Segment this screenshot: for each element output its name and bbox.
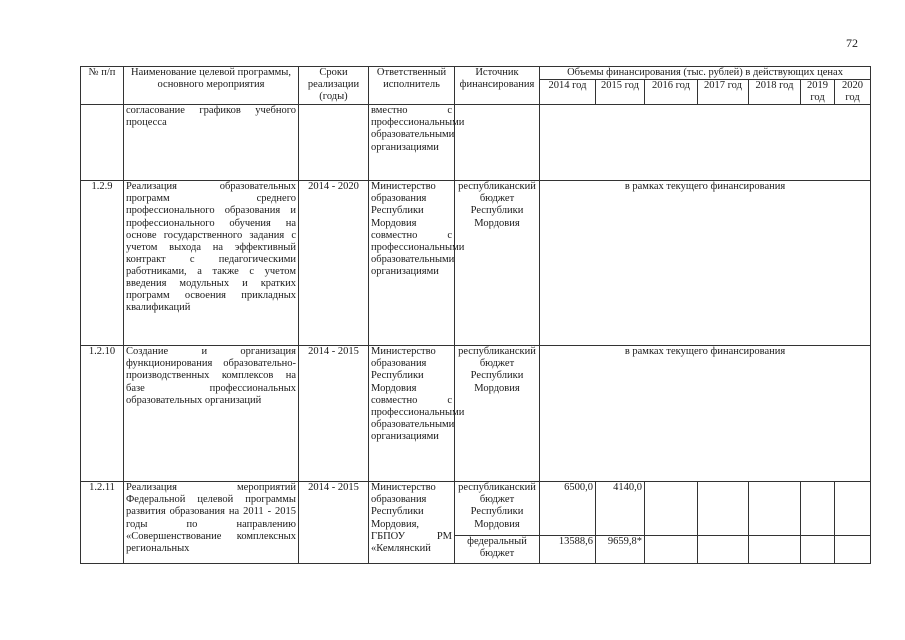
header-period: Сроки реализации (годы): [299, 67, 369, 105]
table-row: [81, 105, 871, 181]
row-name: Реализация образовательных программ среднего профессионального образования и профессионального обучения на основе государственного задания с учетом выхода на эффективный контракт с педагогическими работниками, а также с учетом введения модульных и кратких программ освоения прикладных квалификаций: [124, 181, 299, 346]
row-note: в рамках текущего финансирования: [540, 181, 871, 346]
row-source: [455, 105, 540, 181]
row-responsible: вместно с профессиональными образовательными организациями: [369, 105, 455, 181]
header-name: Наименование целевой программы, основного мероприятия: [124, 67, 299, 105]
value-2019: [801, 536, 835, 564]
value-2018: [749, 536, 801, 564]
row-source: республиканский бюджет Республики Мордовия: [455, 482, 540, 536]
financing-table: [80, 66, 871, 564]
row-name: согласование графиков учебного процесса: [124, 105, 299, 181]
row-responsible: Министерство образования Республики Мордовия, ГБПОУ РМ «Кемлянский: [369, 482, 455, 564]
header-row: [81, 67, 871, 80]
value-2014: 6500,0: [540, 482, 596, 536]
row-no: 1.2.9: [81, 181, 124, 346]
value-2020: [835, 536, 871, 564]
row-name: Реализация мероприятий Федеральной целевой программы развития образования на 2011 - 2015 годы по направлению «Совершенствование комплексных региональных: [124, 482, 299, 564]
row-period: [299, 105, 369, 181]
value-2020: [835, 482, 871, 536]
row-name: Создание и организация функционирования образовательно-производственных комплексов на базе профессиональных образовательных организаций: [124, 346, 299, 482]
row-no: [81, 105, 124, 181]
row-period: 2014 - 2015: [299, 482, 369, 564]
year-2016: 2016 год: [645, 80, 698, 105]
row-responsible: Министерство образования Республики Мордовия совместно с профессиональными образовательными организациями: [369, 346, 455, 482]
page-number: 72: [846, 36, 858, 50]
year-2017: 2017 год: [698, 80, 749, 105]
row-no: 1.2.11: [81, 482, 124, 564]
row-period: 2014 - 2020: [299, 181, 369, 346]
value-2016: [645, 536, 698, 564]
value-2019: [801, 482, 835, 536]
row-period: 2014 - 2015: [299, 346, 369, 482]
row-no: 1.2.10: [81, 346, 124, 482]
table-row: [81, 181, 871, 346]
year-2019: 2019 год: [801, 80, 835, 105]
header-source: Источник финансирования: [455, 67, 540, 105]
row-source: республиканский бюджет Республики Мордовия: [455, 346, 540, 482]
value-2016: [645, 482, 698, 536]
header-responsible: Ответственный исполнитель: [369, 67, 455, 105]
row-note: [540, 105, 871, 181]
year-2020: 2020 год: [835, 80, 871, 105]
year-2014: 2014 год: [540, 80, 596, 105]
value-2018: [749, 482, 801, 536]
header-volume: Объемы финансирования (тыс. рублей) в действующих ценах: [540, 67, 871, 80]
header-no: № п/п: [81, 67, 124, 105]
value-2014: 13588,6: [540, 536, 596, 564]
value-2015: 9659,8*: [596, 536, 645, 564]
year-2018: 2018 год: [749, 80, 801, 105]
row-source: республиканский бюджет Республики Мордовия: [455, 181, 540, 346]
row-note: в рамках текущего финансирования: [540, 346, 871, 482]
year-2015: 2015 год: [596, 80, 645, 105]
value-2017: [698, 482, 749, 536]
value-2015: 4140,0: [596, 482, 645, 536]
table-row: [81, 482, 871, 536]
row-responsible: Министерство образования Республики Мордовия совместно с профессиональными образовательными организациями: [369, 181, 455, 346]
row-source: федеральный бюджет: [455, 536, 540, 564]
table-row: [81, 346, 871, 482]
value-2017: [698, 536, 749, 564]
